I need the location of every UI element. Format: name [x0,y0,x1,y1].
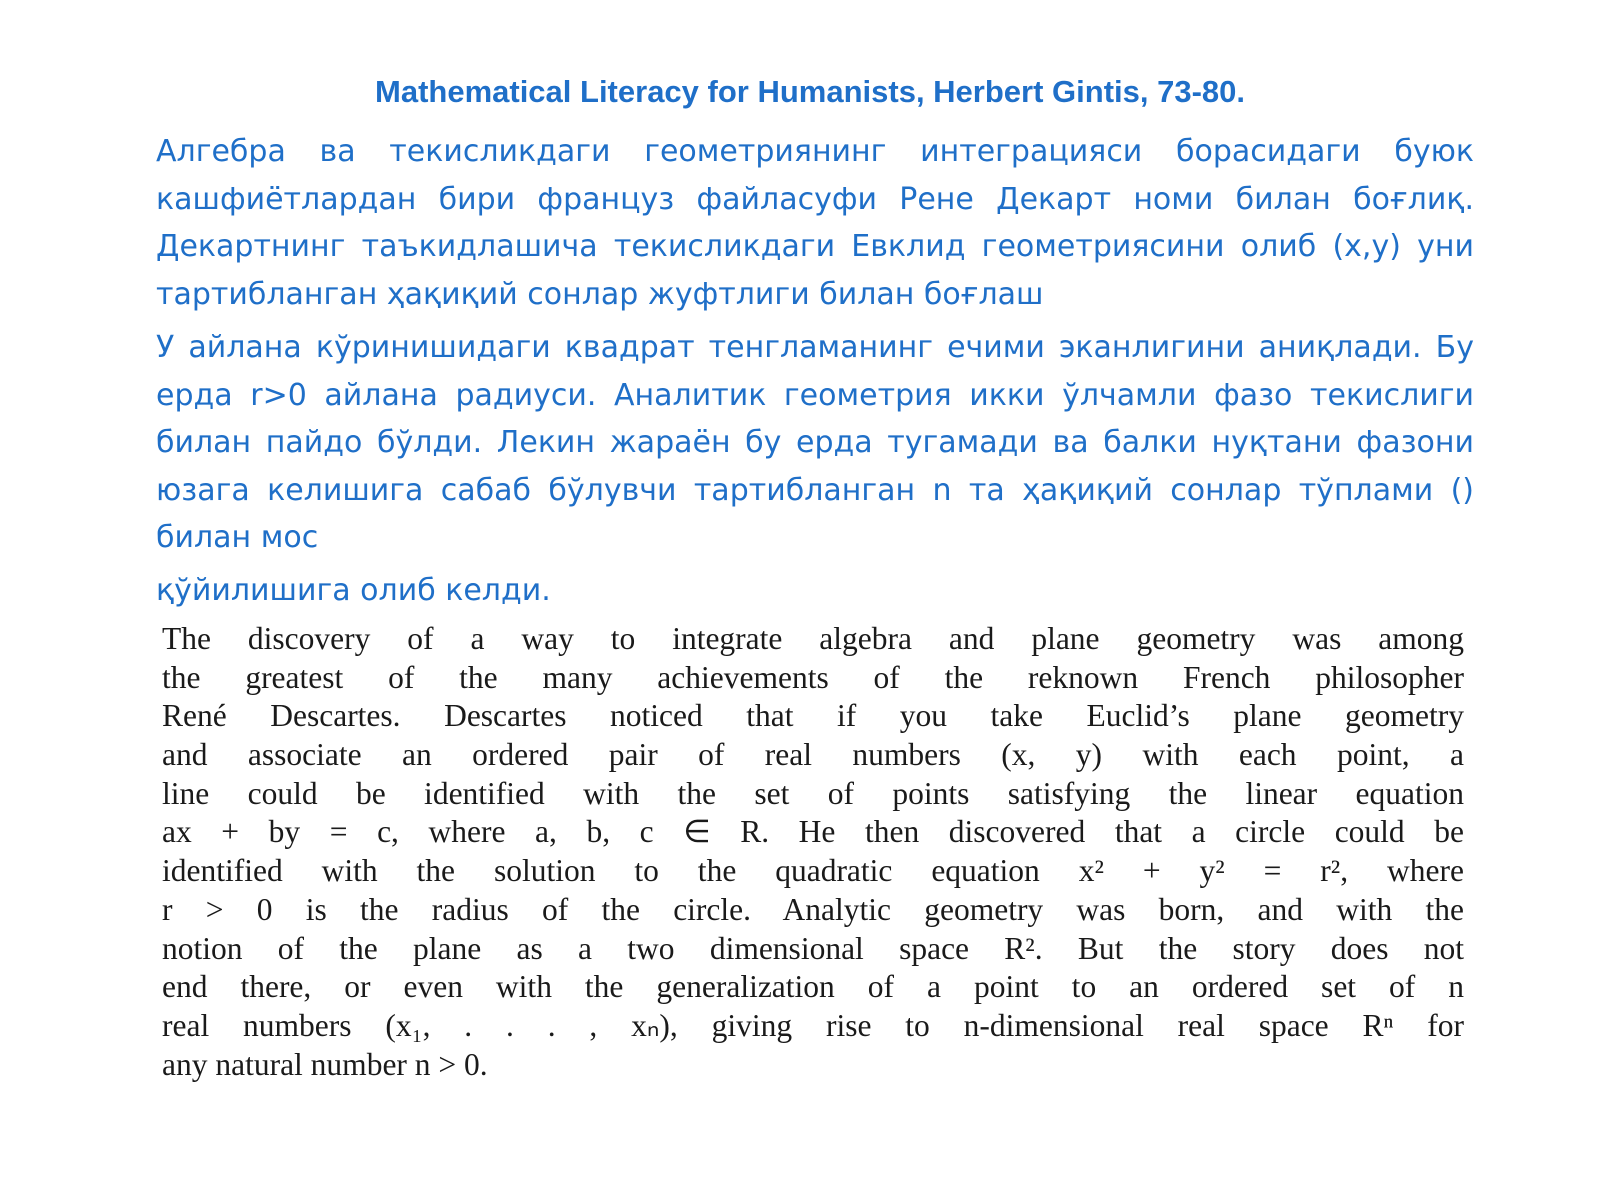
quote-line: line could be identified with the set of points satisfying the linear equation [162,775,1464,811]
uzbek-paragraph-3: қўйилишига олиб келди. [156,573,551,608]
quote-line: ax + by = c, where a, b, c ∈ R. He then discovered that a circle could be [162,814,1464,850]
quote-line: and associate an ordered pair of real numbers (x, y) with each point, a [162,737,1464,773]
uzbek-paragraph-1: Алгебра ва текисликдаги геометриянинг интеграцияси борасидаги буюк кашфиётлардан бири француз файласуфи Рене Декарт номи билан боғлиқ. Декартнинг таъкидлашича текисликдаги Евклид геометриясини олиб (x,y) уни тартибланган ҳақиқий сонлар жуфтлиги билан боғлаш [156,134,1474,312]
quote-line: The discovery of a way to integrate algebra and plane geometry was among [162,621,1464,656]
english-quote-excerpt [162,620,1464,1090]
quote-line: r > 0 is the radius of the circle. Analytic geometry was born, and with the [162,891,1464,927]
quote-line: identified with the solution to the quadratic equation x² + y² = r², where [162,853,1464,889]
page-title: Mathematical Literacy for Humanists, Herbert Gintis, 73-80. [375,74,1245,109]
quote-line: the greatest of the many achievements of the reknown French philosopher [162,659,1464,695]
quote-line: end there, or even with the generalization of a point to an ordered set of n [162,969,1464,1005]
quote-line: real numbers (x₁, . . . , xₙ), giving rise to n-dimensional real space Rⁿ for [162,1007,1464,1043]
quote-line: notion of the plane as a two dimensional space R². But the story does not [162,930,1464,966]
quote-line: René Descartes. Descartes noticed that if you take Euclid’s plane geometry [162,698,1464,734]
uzbek-paragraph-2: У айлана кўринишидаги квадрат тенгламанинг ечими эканлигини аниқлади. Бу ерда r>0 айлана радиуси. Аналитик геометрия икки ўлчамли фазо текислиги билан пайдо бўлди. Лекин жараён бу ерда тугамади ва балки нуқтани фазони юзага келишига сабаб бўлувчи тартибланган n та ҳақиқий сонлар тўплами () билан мос [156,330,1474,555]
quote-line-last: any natural number n > 0. [162,1046,488,1082]
